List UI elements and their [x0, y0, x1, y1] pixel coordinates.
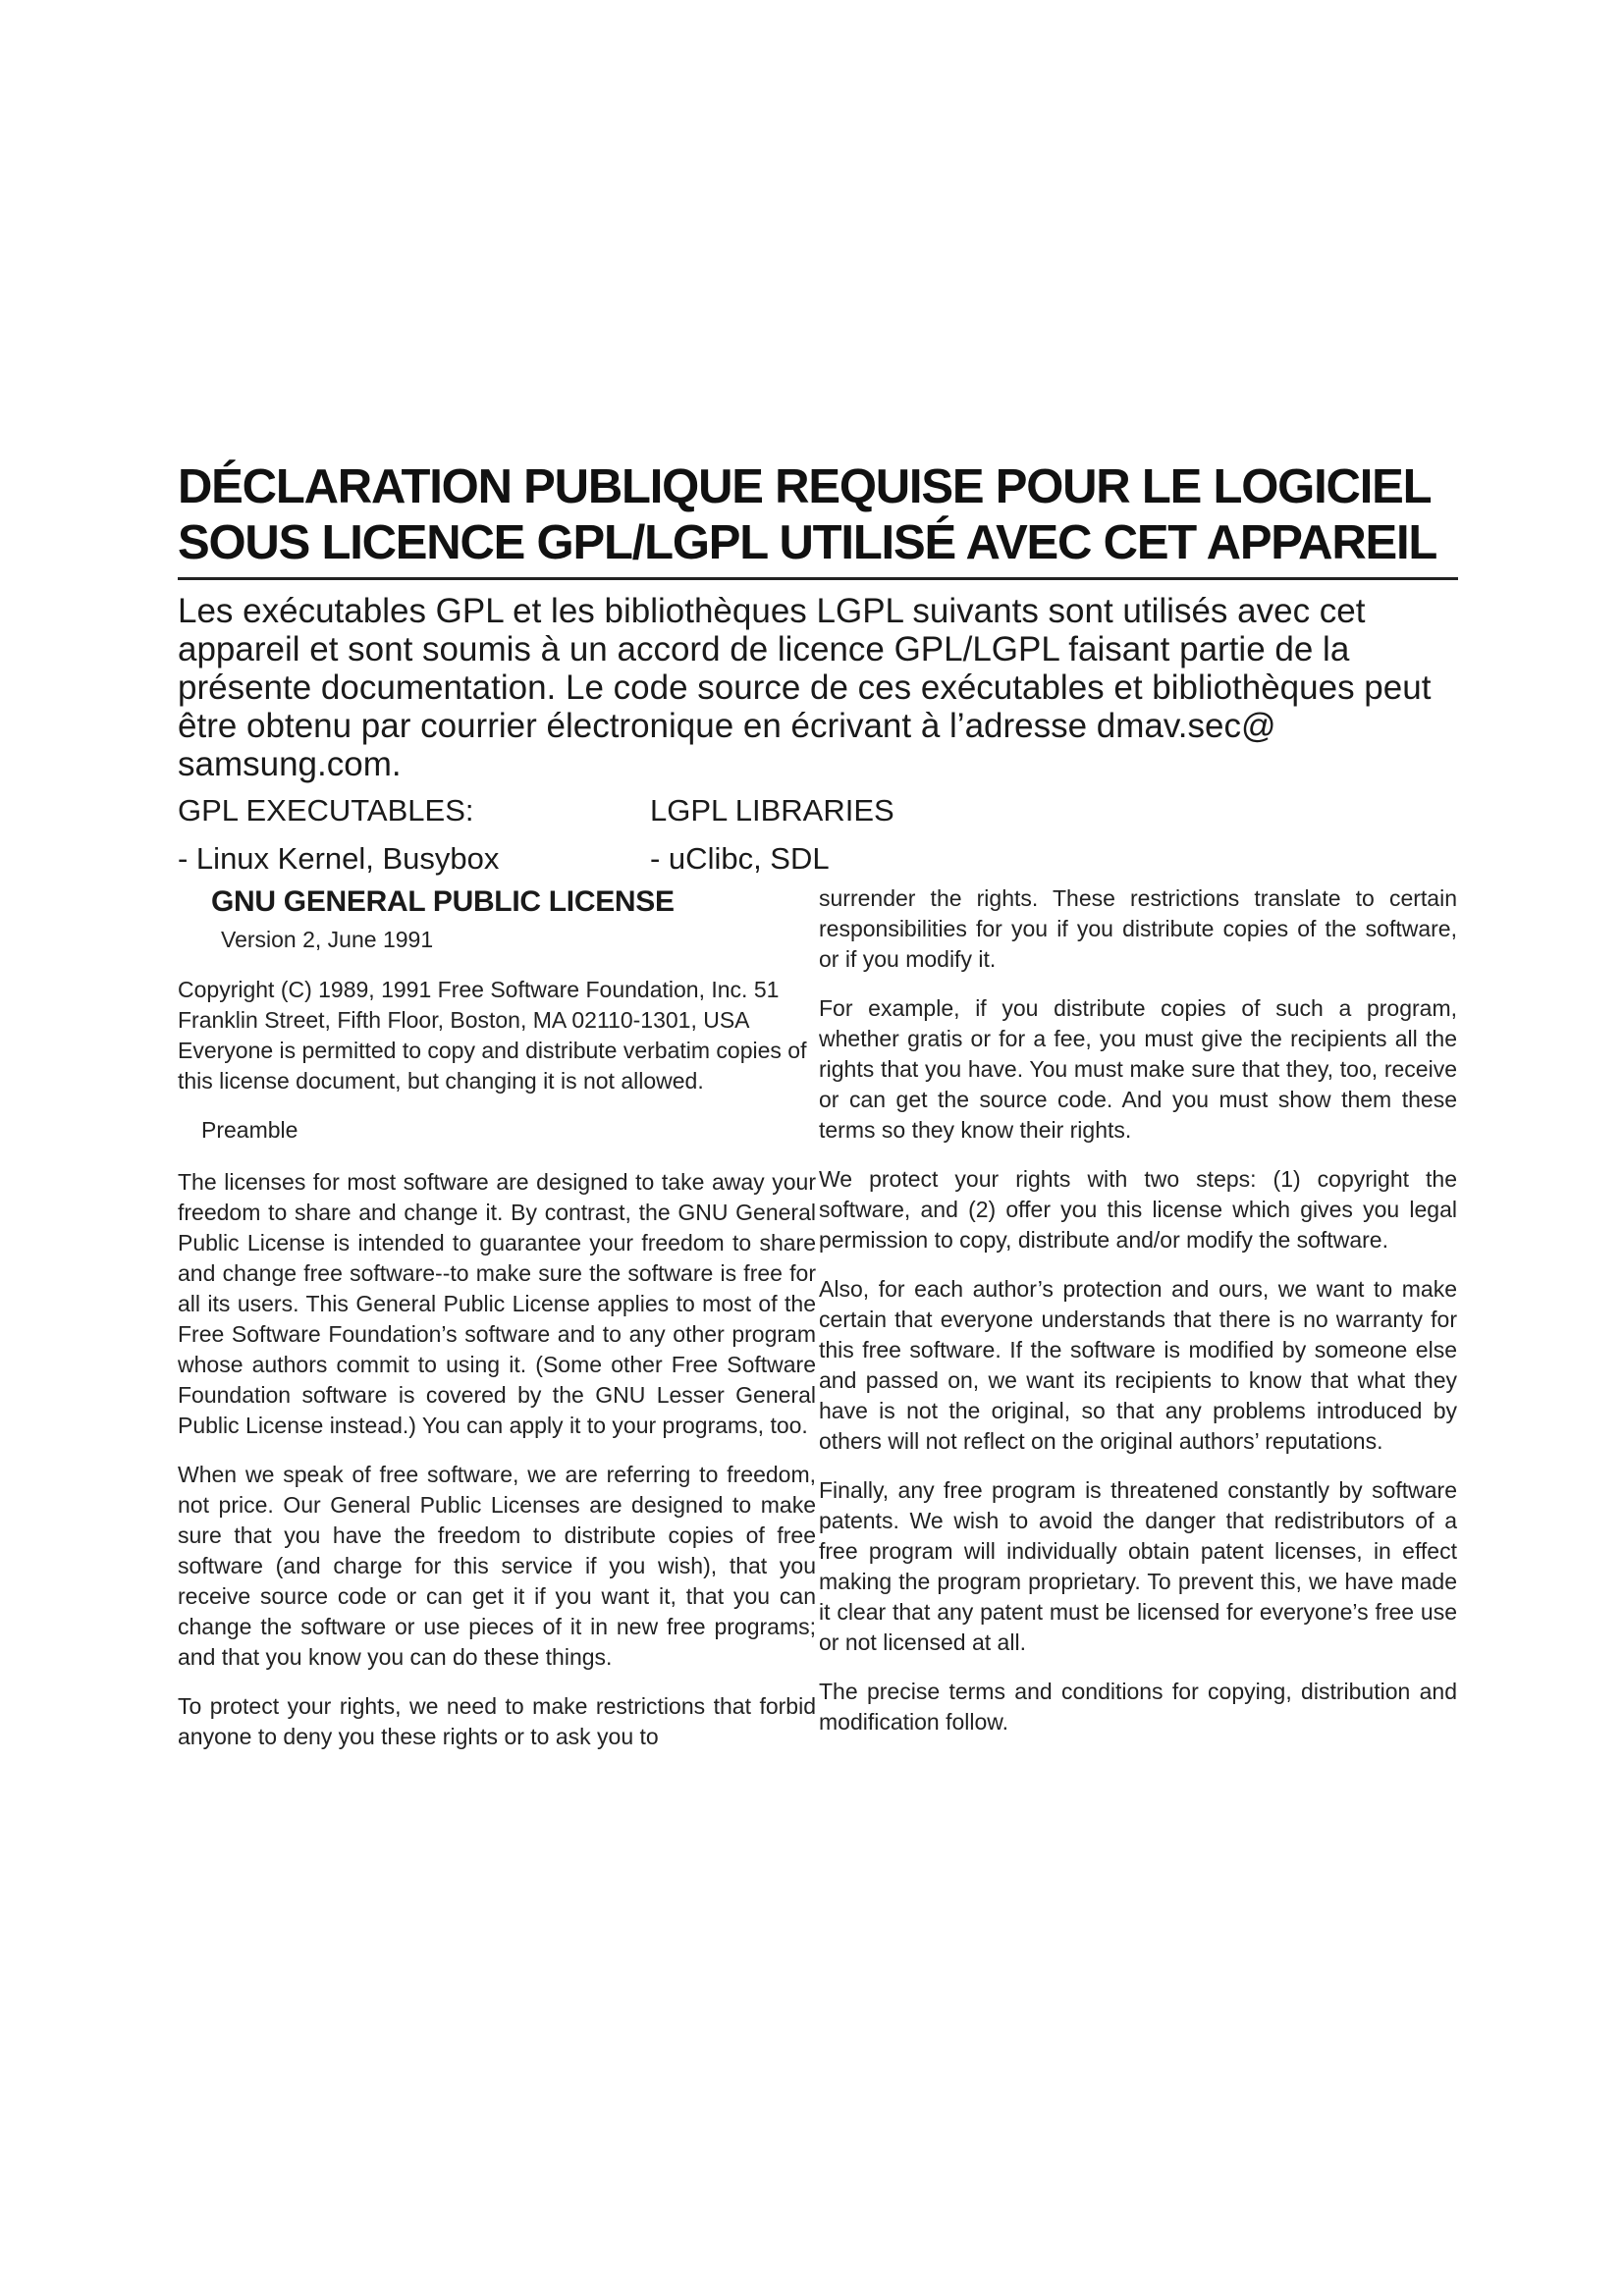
license-paragraph: The precise terms and conditions for copying, distribution and modification follow. [819, 1679, 1457, 1735]
lgpl-libraries-list: - uClibc, SDL [650, 841, 830, 876]
intro-paragraph: Les exécutables GPL et les bibliothèques LGPL suivants sont utilisés avec cet appareil et sont soumis à un accord de licence GPL/LGPL faisant partie de la présente documentation. Le code source de ces exécutables et bibliothèques peut être obtenu par courrier électronique en écrivant à l’adresse dmav.sec@ samsung.com. [178, 592, 1432, 783]
executables-items-row [178, 841, 830, 877]
license-version: Version 2, June 1991 [221, 927, 434, 952]
gpl-executables-heading: GPL EXECUTABLES: [178, 793, 474, 828]
license-copyright: Copyright (C) 1989, 1991 Free Software Foundation, Inc. 51 Franklin Street, Fifth Floor, Boston, MA 02110-1301, USA Everyone is permitted to copy and distribute verbatim copies of this license document, but changing it is not allowed. [178, 977, 807, 1094]
license-title: GNU GENERAL PUBLIC LICENSE [211, 885, 675, 918]
license-paragraph: To protect your rights, we need to make restrictions that forbid anyone to deny you these rights or to ask you to [178, 1693, 816, 1749]
executables-heading-row [178, 793, 894, 828]
gpl-executables-list: - Linux Kernel, Busybox [178, 841, 500, 876]
license-paragraph: When we speak of free software, we are referring to freedom, not price. Our General Public Licenses are designed to make sure that you have the freedom to distribute copies of free software (and charge for this service if you wish), that you receive source code or can get it if you want it, that you can change the software or use pieces of it in new free programs; and that you know you can do these things. [178, 1462, 816, 1670]
license-right-column [819, 883, 1457, 1756]
license-paragraph: For example, if you distribute copies of such a program, whether gratis or for a fee, you must give the recipients all the rights that you have. You must make sure that they, too, receive or can get the source code. And you must show them these terms so they know their rights. [819, 995, 1457, 1143]
license-paragraph: surrender the rights. These restrictions translate to certain responsibilities for you if you distribute copies of the software, or if you modify it. [819, 885, 1457, 972]
license-paragraph: Finally, any free program is threatened constantly by software patents. We wish to avoid the danger that redistributors of a free program will individually obtain patent licenses, in effect making the program proprietary. To prevent this, we have made it clear that any patent must be licensed for everyone’s free use or not licensed at all. [819, 1477, 1457, 1655]
license-paragraph: Also, for each author’s protection and ours, we want to make certain that everyone understands that there is no warranty for this free software. If the software is modified by someone else and passed on, we want its recipients to know that what they have is not the original, so that any problems introduced by others will not reflect on the original authors’ reputations. [819, 1276, 1457, 1454]
title-underline [178, 577, 1458, 580]
preamble-heading: Preamble [201, 1117, 298, 1143]
page-title [178, 459, 1454, 571]
title-line-2: SOUS LICENCE GPL/LGPL UTILISÉ AVEC CET APPAREIL [178, 516, 1437, 569]
title-line-1: DÉCLARATION PUBLIQUE REQUISE POUR LE LOGICIEL [178, 460, 1432, 513]
license-paragraph: We protect your rights with two steps: (1) copyright the software, and (2) offer you this license which gives you legal permission to copy, distribute and/or modify the software. [819, 1166, 1457, 1253]
license-left-column [178, 883, 816, 1771]
license-paragraph: The licenses for most software are designed to take away your freedom to share and change it. By contrast, the GNU General Public License is intended to guarantee your freedom to share and change free software--to make sure the software is free for all its users. This General Public License applies to most of the Free Software Foundation’s software and to any other program whose authors commit to using it. (Some other Free Software Foundation software is covered by the GNU Lesser General Public License instead.) You can apply it to your programs, too. [178, 1169, 816, 1438]
lgpl-libraries-heading: LGPL LIBRARIES [650, 793, 894, 828]
